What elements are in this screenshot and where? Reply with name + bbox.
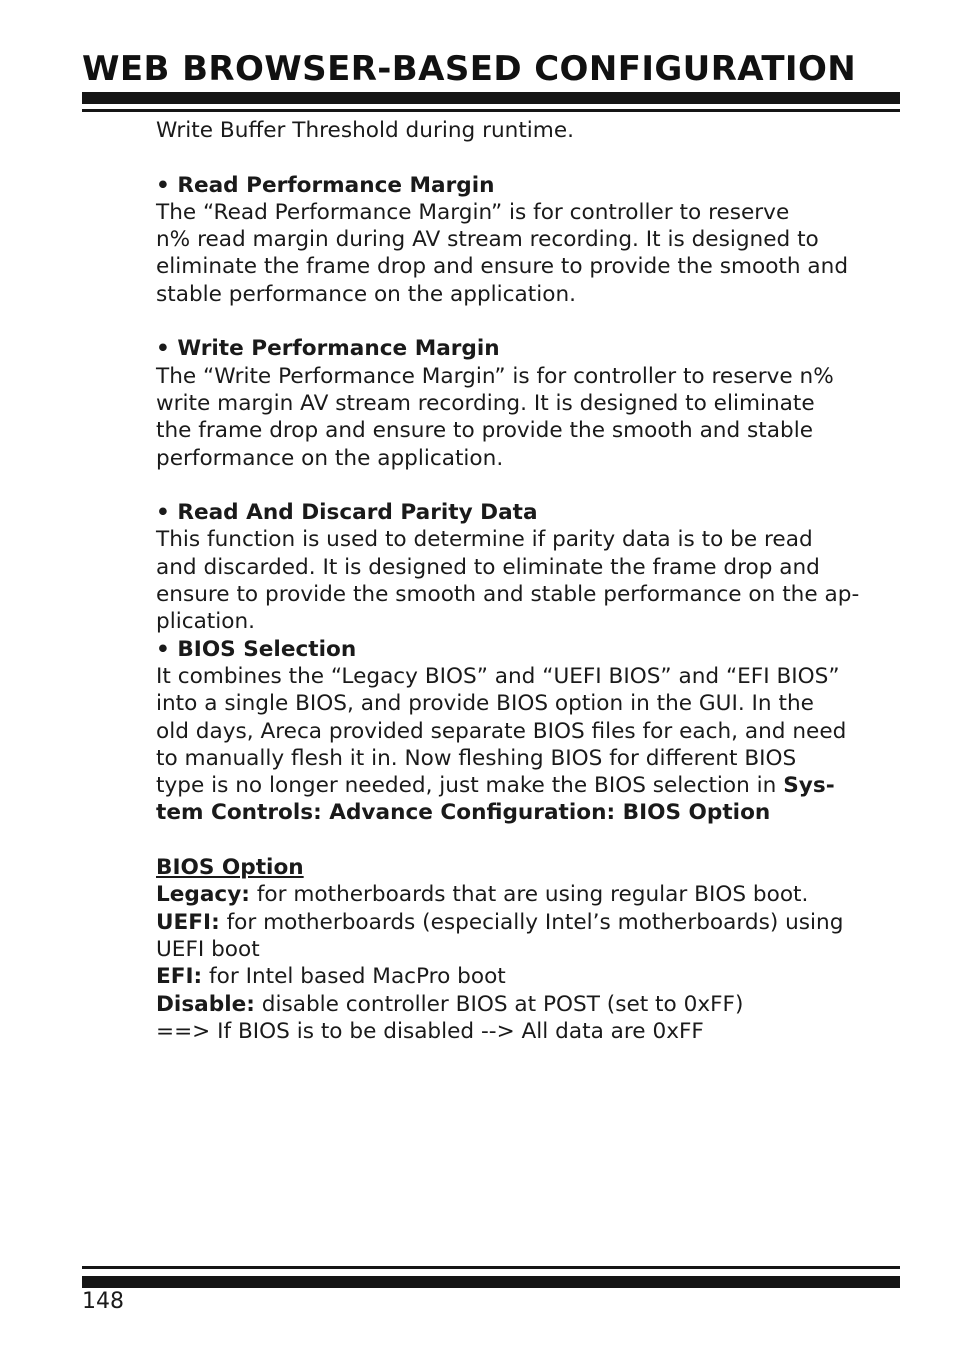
read-margin-line: The “Read Performance Margin” is for controller to reserve — [156, 199, 790, 225]
efi-text: for Intel based MacPro boot — [202, 964, 506, 990]
bios-option-uefi-cont: UEFI boot — [156, 936, 260, 962]
parity-line: and discarded. It is designed to eliminate the frame drop and — [156, 554, 820, 580]
bios-selection-path: tem Controls: Advance Configuration: BIOS Option — [156, 800, 771, 826]
bios-selection-line — [156, 772, 902, 799]
parity-heading: • Read And Discard Parity Data — [156, 500, 538, 526]
write-margin-line: The “Write Performance Margin” is for controller to reserve n% — [156, 363, 834, 389]
header-rule-thin — [82, 109, 900, 112]
legacy-text: for motherboards that are using regular BIOS boot. — [249, 882, 809, 908]
read-margin-line: n% read margin during AV stream recording. It is designed to — [156, 227, 819, 253]
bios-selection-last-line-text: type is no longer needed, just make the BIOS selection in — [156, 773, 784, 799]
read-margin-line: stable performance on the application. — [156, 281, 577, 307]
write-margin-line: performance on the application. — [156, 445, 504, 471]
bios-option-legacy — [156, 881, 902, 908]
disable-label: Disable: — [156, 991, 255, 1017]
write-margin-line: write margin AV stream recording. It is designed to eliminate — [156, 390, 815, 416]
write-margin-line: the frame drop and ensure to provide the smooth and stable — [156, 418, 813, 444]
bios-option-uefi — [156, 909, 902, 936]
body-text — [156, 117, 902, 1045]
bios-selection-line: to manually flesh it in. Now fleshing BIOS for different BIOS — [156, 745, 797, 771]
parity-line: ensure to provide the smooth and stable performance on the ap- — [156, 582, 860, 608]
bios-selection-heading: • BIOS Selection — [156, 636, 357, 662]
parity-line: This function is used to determine if parity data is to be read — [156, 527, 813, 553]
read-margin-line: eliminate the frame drop and ensure to provide the smooth and — [156, 254, 849, 280]
uefi-text: for motherboards (especially Intel’s motherboards) using — [219, 909, 844, 935]
bios-selection-line: into a single BIOS, and provide BIOS option in the GUI. In the — [156, 691, 814, 717]
bios-selection-path-start: Sys- — [783, 773, 835, 799]
parity-line: plication. — [156, 609, 256, 635]
bios-selection-line: It combines the “Legacy BIOS” and “UEFI BIOS” and “EFI BIOS” — [156, 663, 840, 689]
legacy-label: Legacy: — [156, 882, 250, 908]
bios-option-efi — [156, 963, 902, 990]
intro-line: Write Buffer Threshold during runtime. — [156, 118, 574, 143]
uefi-label: UEFI: — [156, 909, 220, 935]
bios-option-heading: BIOS Option — [156, 855, 304, 881]
bios-option-disable — [156, 991, 902, 1018]
write-margin-heading: • Write Performance Margin — [156, 336, 500, 362]
page-title: WEB BROWSER-BASED CONFIGURATION — [82, 49, 857, 89]
footer-rule-thin — [82, 1266, 900, 1269]
efi-label: EFI: — [156, 964, 203, 990]
bios-selection-line: old days, Areca provided separate BIOS files for each, and need — [156, 718, 847, 744]
footer-rule-thick — [82, 1276, 900, 1288]
bios-option-note: ==> If BIOS is to be disabled --> All data are 0xFF — [156, 1018, 704, 1044]
disable-text: disable controller BIOS at POST (set to 0xFF) — [254, 991, 744, 1017]
header-rule-thick — [82, 92, 900, 104]
page-number: 148 — [82, 1289, 124, 1314]
read-margin-heading: • Read Performance Margin — [156, 172, 495, 198]
